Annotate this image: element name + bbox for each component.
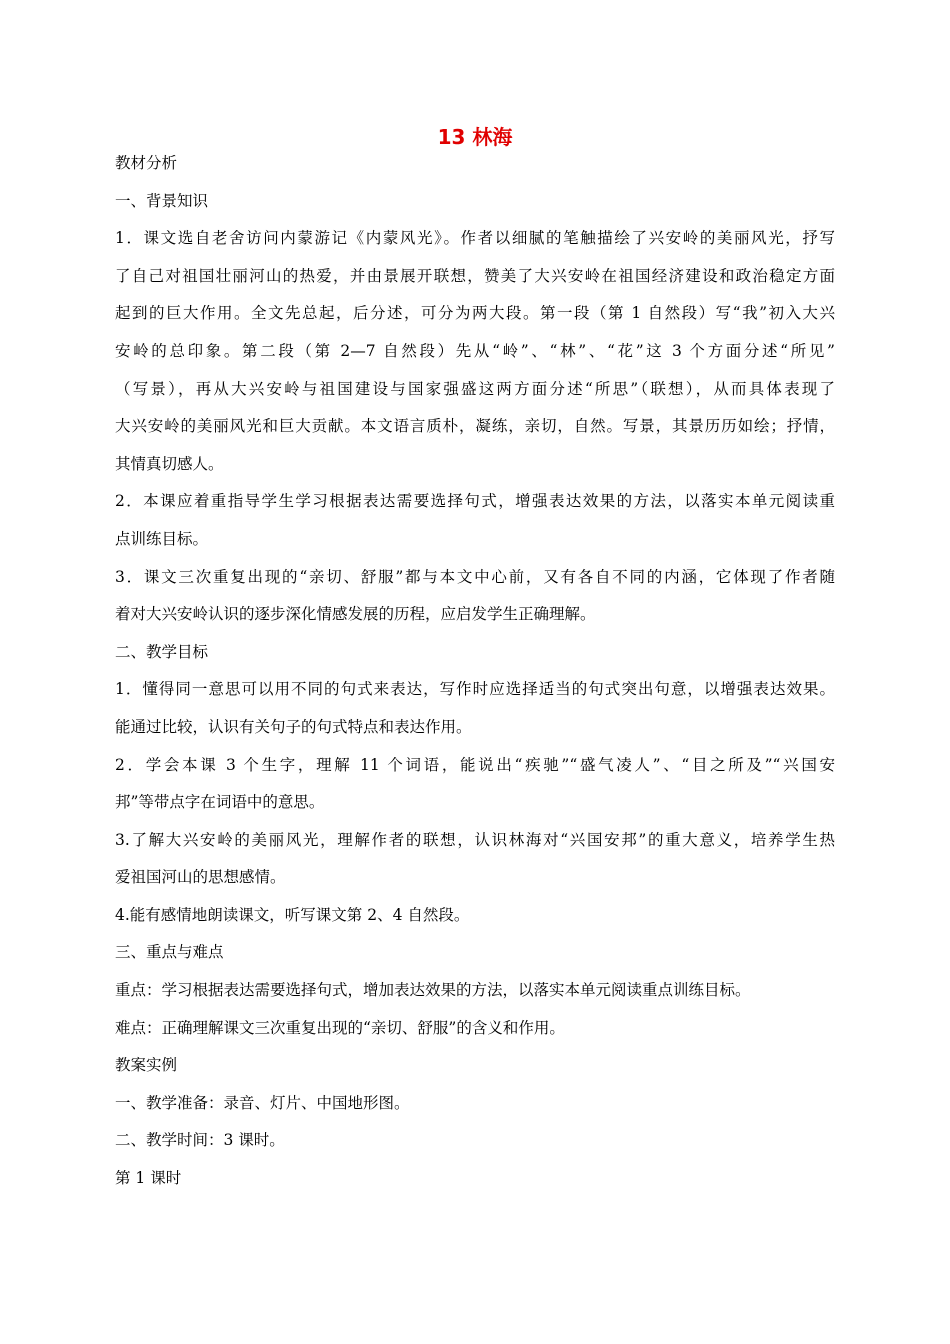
section-heading-key-points: 三、重点与难点 <box>115 943 224 962</box>
document-title: 13 林海 <box>437 125 513 149</box>
paragraph-line: 了自己对祖国壮丽河山的热爱，并由景展开联想，赞美了大兴安岭在祖国经济建设和政治稳定方面 <box>115 266 835 285</box>
paragraph-line: 邦”等带点字在词语中的意思。 <box>115 793 325 812</box>
section-heading-background: 一、背景知识 <box>115 191 209 210</box>
paragraph-line: 2．本课应着重指导学生学习根据表达需要选择句式，增强表达效果的方法，以落实本单元阅读重 <box>115 492 835 511</box>
paragraph-line: 3.了解大兴安岭的美丽风光，理解作者的联想，认识林海对“兴国安邦”的重大意义，培养学生热 <box>115 830 835 849</box>
paragraph-line: 3．课文三次重复出现的“亲切、舒服”都与本文中心前，又有各自不同的内涵，它体现了作者随 <box>115 567 835 586</box>
section-heading-first-lesson: 第 1 课时 <box>115 1169 182 1188</box>
document-body <box>115 145 835 1198</box>
paragraph-line: 能通过比较，认识有关句子的句式特点和表达作用。 <box>115 717 472 736</box>
paragraph-line: 难点：正确理解课文三次重复出现的“亲切、舒服”的含义和作用。 <box>115 1018 565 1037</box>
paragraph-line: 大兴安岭的美丽风光和巨大贡献。本文语言质朴，凝练，亲切，自然。写景，其景历历如绘；抒情， <box>115 417 835 436</box>
paragraph-line: 着对大兴安岭认识的逐步深化情感发展的历程，应启发学生正确理解。 <box>115 605 596 624</box>
paragraph-line: 点训练目标。 <box>115 529 209 548</box>
paragraph-line: 爱祖国河山的思想感情。 <box>115 868 286 887</box>
paragraph-line: 其情真切感人。 <box>115 454 224 473</box>
section-heading-lesson-example: 教案实例 <box>115 1056 178 1075</box>
paragraph-line: 4.能有感情地朗读课文，听写课文第 2、4 自然段。 <box>115 905 470 924</box>
paragraph-line: 起到的巨大作用。全文先总起，后分述，可分为两大段。第一段（第 1 自然段）写“我”初入大兴 <box>115 304 835 323</box>
section-heading-teaching-goals: 二、教学目标 <box>115 642 209 661</box>
paragraph-line: 二、教学时间：3 课时。 <box>115 1131 285 1150</box>
paragraph-line: 安岭的总印象。第二段（第 2—7 自然段）先从“岭”、“林”、“花”这 3 个方面分述“所见” <box>115 341 835 360</box>
paragraph-line: 重点：学习根据表达需要选择句式，增加表达效果的方法，以落实本单元阅读重点训练目标。 <box>115 981 751 1000</box>
paragraph-line: 一、教学准备：录音、灯片、中国地形图。 <box>115 1093 410 1112</box>
paragraph-line: 1．课文选自老舍访问内蒙游记《内蒙风光》。作者以细腻的笔触描绘了兴安岭的美丽风光，抒写 <box>115 229 835 248</box>
paragraph-line: （写景），再从大兴安岭与祖国建设与国家强盛这两方面分述“所思”（联想），从而具体表现了 <box>115 379 835 398</box>
paragraph-line: 2．学会本课 3 个生字，理解 11 个词语，能说出“疾驰”“盛气凌人”、“目之所及”“兴国安 <box>115 755 835 774</box>
section-heading-material-analysis: 教材分析 <box>115 154 178 172</box>
paragraph-line: 1．懂得同一意思可以用不同的句式来表达，写作时应选择适当的句式突出句意，以增强表达效果。 <box>115 680 835 699</box>
